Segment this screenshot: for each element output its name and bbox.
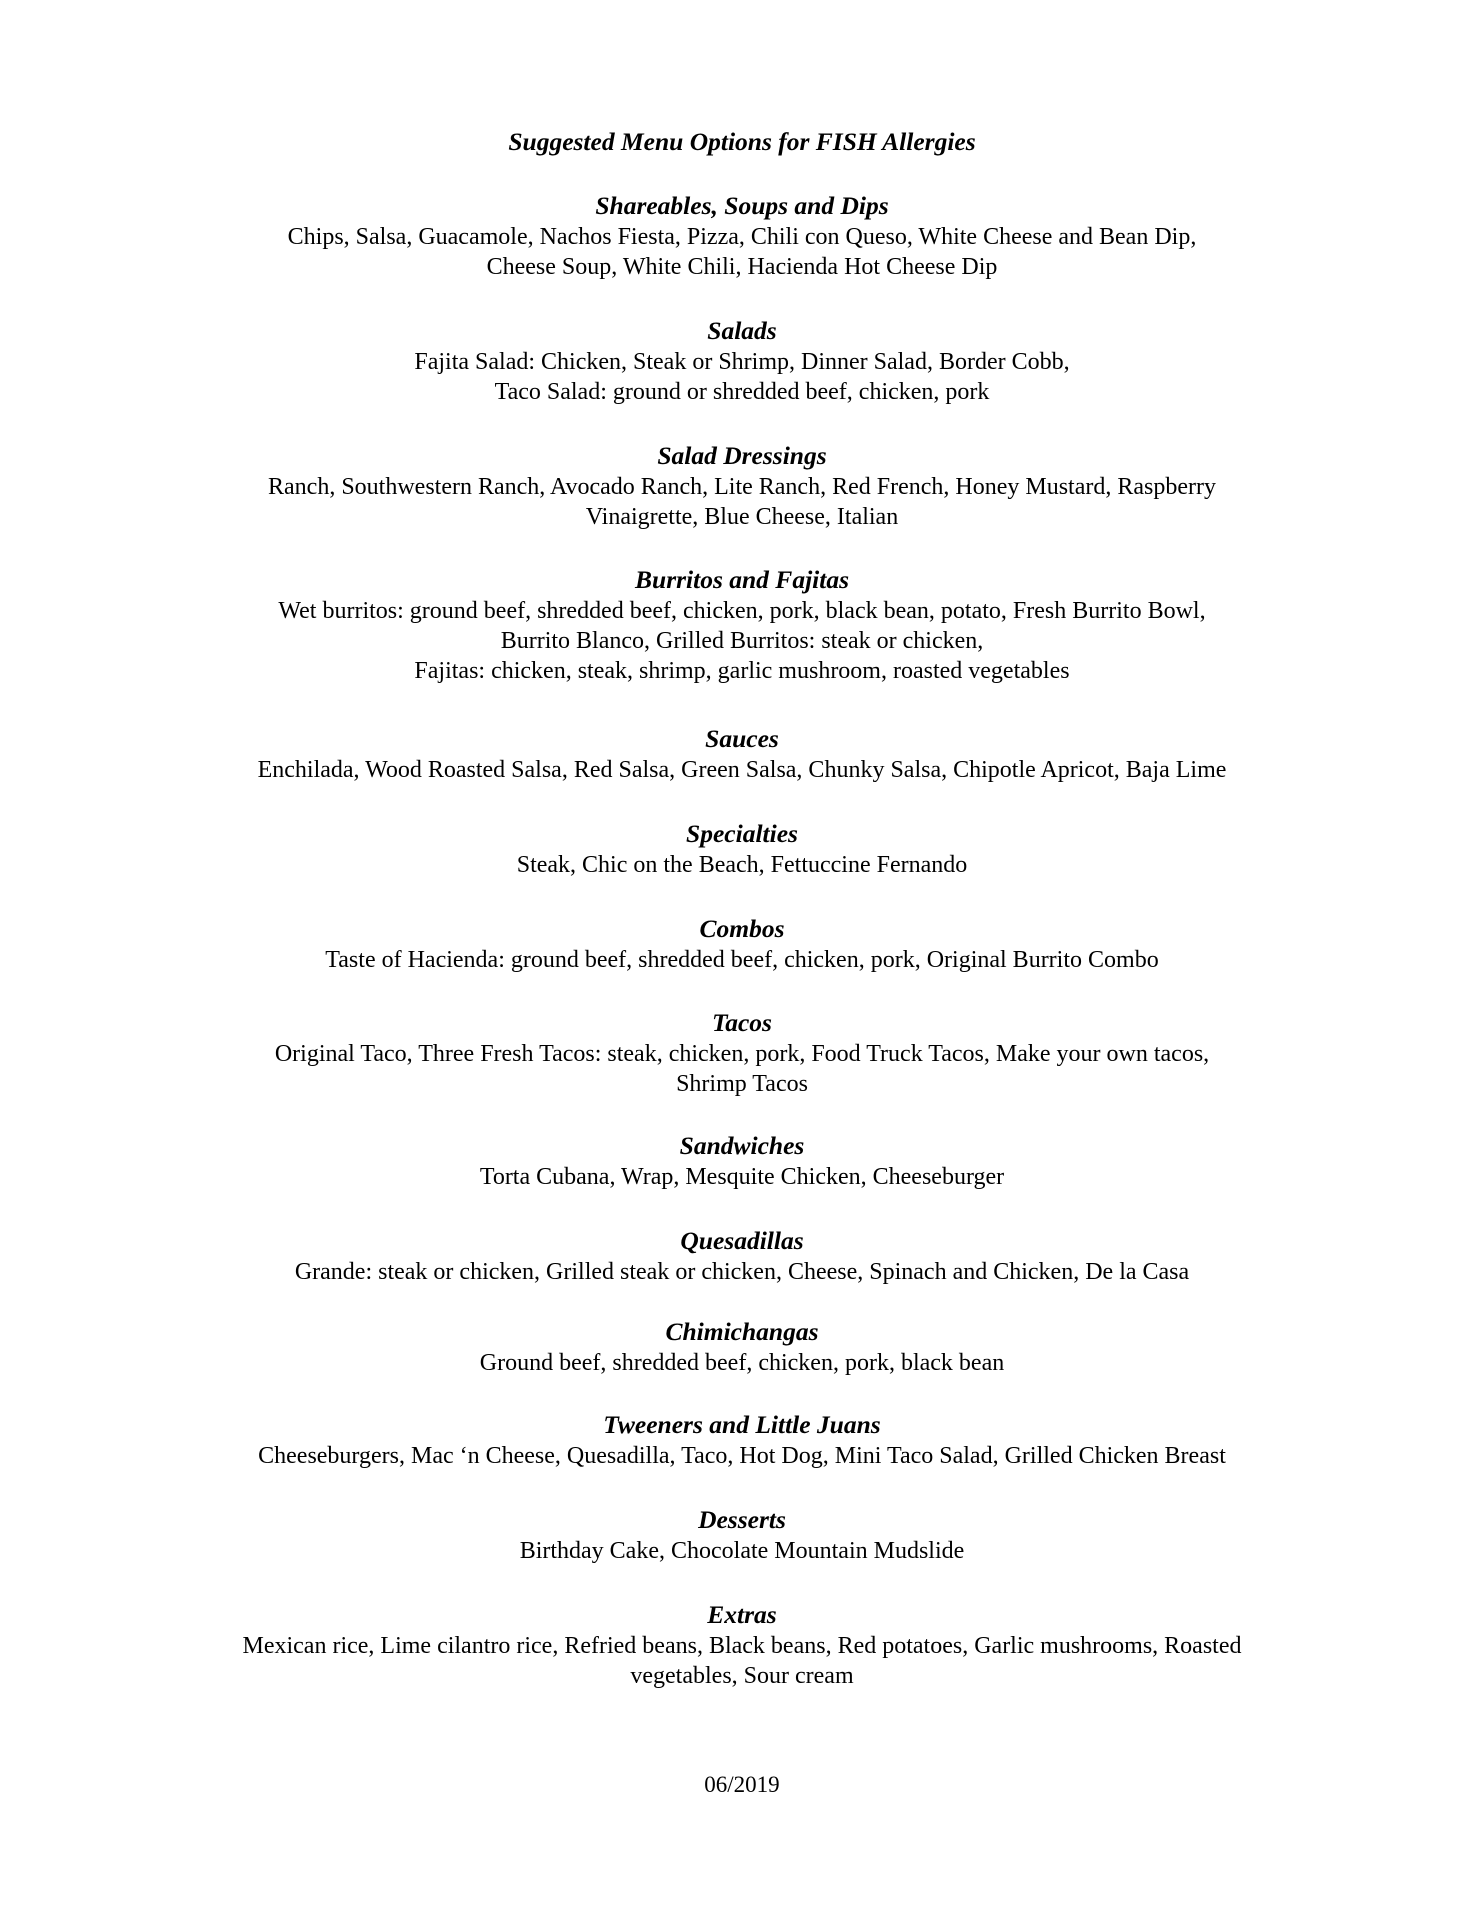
section-desserts	[0, 1504, 1484, 1566]
section-salads	[0, 315, 1484, 407]
section-line: Taco Salad: ground or shredded beef, chicken, pork	[494, 379, 990, 405]
section-heading: Salads	[707, 316, 777, 345]
section-line: Fajitas: chicken, steak, shrimp, garlic mushroom, roasted vegetables	[414, 658, 1070, 684]
section-heading: Shareables, Soups and Dips	[595, 191, 889, 220]
section-heading: Tweeners and Little Juans	[603, 1410, 881, 1439]
page-title: Suggested Menu Options for FISH Allergies	[508, 127, 976, 156]
section-chimichangas	[0, 1316, 1484, 1378]
section-sauces	[0, 723, 1484, 785]
section-line: Vinaigrette, Blue Cheese, Italian	[585, 504, 899, 530]
section-heading: Extras	[707, 1600, 777, 1629]
footer-date: 06/2019	[704, 1772, 780, 1797]
section-heading: Sauces	[705, 724, 779, 753]
section-shareables	[0, 190, 1484, 282]
section-extras	[0, 1599, 1484, 1691]
section-line: Steak, Chic on the Beach, Fettuccine Fernando	[516, 852, 968, 878]
section-line: Ranch, Southwestern Ranch, Avocado Ranch, Lite Ranch, Red French, Honey Mustard, Raspberry	[268, 474, 1216, 500]
section-heading: Desserts	[698, 1505, 786, 1534]
section-line: Wet burritos: ground beef, shredded beef, chicken, pork, black bean, potato, Fresh Burrito Bowl,	[278, 598, 1206, 624]
section-line: Mexican rice, Lime cilantro rice, Refried beans, Black beans, Red potatoes, Garlic mushrooms, Roasted	[242, 1633, 1242, 1659]
section-specialties	[0, 818, 1484, 880]
section-line: Chips, Salsa, Guacamole, Nachos Fiesta, Pizza, Chili con Queso, White Cheese and Bean Dip,	[287, 224, 1197, 250]
section-line: Burrito Blanco, Grilled Burritos: steak or chicken,	[500, 628, 984, 654]
section-tweeners	[0, 1409, 1484, 1471]
section-line: Cheese Soup, White Chili, Hacienda Hot Cheese Dip	[486, 254, 998, 280]
section-line: Ground beef, shredded beef, chicken, pork, black bean	[479, 1350, 1005, 1376]
section-line: Taste of Hacienda: ground beef, shredded beef, chicken, pork, Original Burrito Combo	[325, 947, 1159, 973]
section-heading: Burritos and Fajitas	[635, 565, 849, 594]
section-quesadillas	[0, 1225, 1484, 1287]
section-combos	[0, 913, 1484, 975]
section-burritos-fajitas	[0, 564, 1484, 686]
section-heading: Salad Dressings	[657, 441, 827, 470]
section-tacos	[0, 1007, 1484, 1099]
section-salad-dressings	[0, 440, 1484, 532]
section-heading: Sandwiches	[679, 1131, 805, 1160]
section-line: Grande: steak or chicken, Grilled steak or chicken, Cheese, Spinach and Chicken, De la Casa	[294, 1259, 1190, 1285]
section-line: vegetables, Sour cream	[630, 1663, 854, 1689]
section-heading: Tacos	[712, 1008, 772, 1037]
section-line: Cheeseburgers, Mac ‘n Cheese, Quesadilla, Taco, Hot Dog, Mini Taco Salad, Grilled Chicken Breast	[258, 1443, 1226, 1469]
section-heading: Specialties	[686, 819, 798, 848]
section-line: Birthday Cake, Chocolate Mountain Mudslide	[519, 1538, 965, 1564]
section-heading: Combos	[699, 914, 785, 943]
section-sandwiches	[0, 1130, 1484, 1192]
section-line: Shrimp Tacos	[676, 1071, 808, 1097]
section-line: Torta Cubana, Wrap, Mesquite Chicken, Cheeseburger	[479, 1164, 1005, 1190]
section-line: Fajita Salad: Chicken, Steak or Shrimp, Dinner Salad, Border Cobb,	[414, 349, 1070, 375]
section-heading: Quesadillas	[680, 1226, 804, 1255]
section-heading: Chimichangas	[665, 1317, 819, 1346]
section-line: Enchilada, Wood Roasted Salsa, Red Salsa, Green Salsa, Chunky Salsa, Chipotle Apricot, Baja Lime	[257, 757, 1227, 783]
section-line: Original Taco, Three Fresh Tacos: steak, chicken, pork, Food Truck Tacos, Make your own tacos,	[274, 1041, 1210, 1067]
